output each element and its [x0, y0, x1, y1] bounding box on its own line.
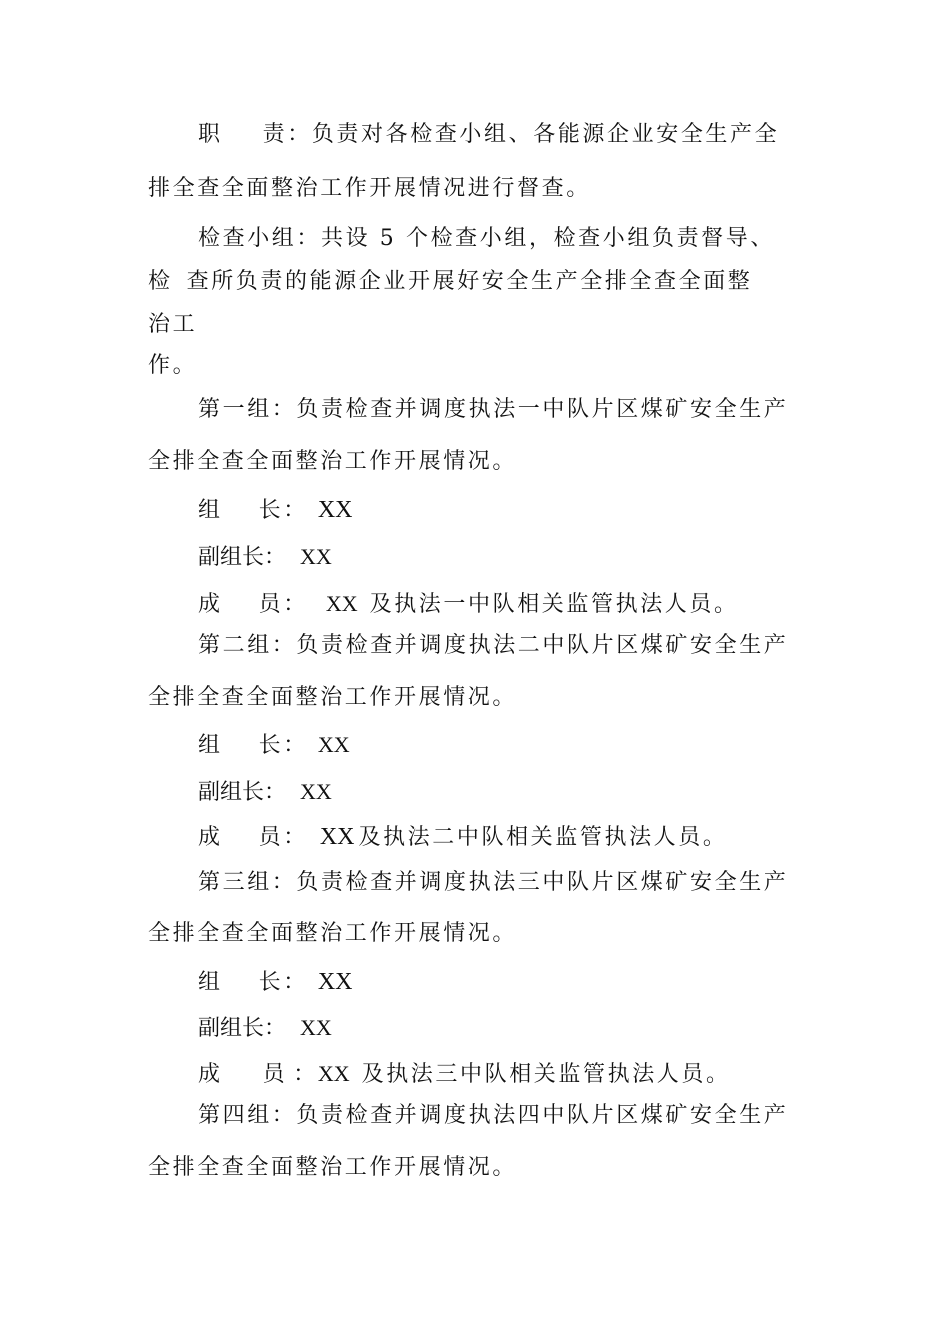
group-1-desc-text-1: 第一组：负责检查并调度执法一中队片区煤矿安全生产	[198, 397, 789, 422]
group-2-member-label-b: 员：	[258, 825, 308, 850]
duty-text-1: 负责对各检查小组、各能源企业安全生产全	[311, 122, 780, 147]
duty-line-2	[148, 175, 591, 203]
group-3-deputy-label: 副组长：	[198, 1016, 287, 1041]
group-3-deputy	[198, 1014, 332, 1043]
group-1-member-label-a: 成	[198, 592, 223, 617]
group-1-members	[198, 590, 739, 619]
teams-text-4: 作。	[148, 353, 198, 378]
group-2-deputy	[198, 778, 332, 807]
group-3-leader	[198, 968, 352, 997]
teams-text-3: 治工	[148, 312, 198, 337]
group-3-leader-value: XX	[317, 969, 353, 995]
group-2-member-rest: 及执法二中队相关监管执法人员。	[358, 825, 728, 850]
group-3-member-label-b: 员	[262, 1062, 288, 1087]
group-3-member-colon: ：	[293, 1062, 318, 1087]
duty-label-a: 职	[198, 122, 223, 147]
teams-line-3	[148, 311, 197, 339]
group-1-desc-1	[198, 396, 788, 424]
group-3-desc-text-1: 第三组：负责检查并调度执法三中队片区煤矿安全生产	[198, 870, 789, 895]
duty-line-1	[198, 121, 779, 149]
teams-line-4	[148, 352, 197, 380]
group-3-members	[198, 1060, 731, 1089]
group-1-member-value: XX	[325, 591, 358, 616]
duty-text-2: 排全查全面整治工作开展情况进行督查。	[148, 176, 591, 201]
group-1-leader-label-a: 组	[198, 498, 223, 523]
group-1-deputy	[198, 543, 332, 572]
group-1-leader-value: XX	[317, 497, 353, 523]
group-1-member-label-b: 员：	[258, 592, 308, 617]
group-2-desc-text-1: 第二组：负责检查并调度执法二中队片区煤矿安全生产	[198, 633, 789, 658]
group-3-deputy-value: XX	[300, 1015, 332, 1040]
group-1-member-rest: 及执法一中队相关监管执法人员。	[369, 592, 739, 617]
group-2-leader-value: XX	[317, 732, 350, 757]
group-4-desc-text-1: 第四组：负责检查并调度执法四中队片区煤矿安全生产	[198, 1103, 789, 1128]
group-3-member-value: XX	[317, 1061, 350, 1086]
group-3-desc-1	[198, 869, 788, 897]
group-1-leader	[198, 496, 352, 525]
group-3-desc-2	[148, 920, 517, 948]
teams-line-2	[148, 268, 752, 296]
group-3-member-rest: 及执法三中队相关监管执法人员。	[361, 1062, 731, 1087]
group-2-desc-2	[148, 684, 517, 712]
group-2-leader-label-a: 组	[198, 733, 223, 758]
group-2-member-value: XX	[319, 824, 355, 850]
group-3-member-label-a: 成	[198, 1062, 223, 1087]
group-3-leader-label-b: 长：	[258, 970, 308, 995]
group-2-member-label-a: 成	[198, 825, 223, 850]
group-2-deputy-label: 副组长：	[198, 780, 287, 805]
teams-text-2a: 检	[148, 269, 173, 294]
group-1-desc-text-2: 全排全查全面整治工作开展情况。	[148, 449, 518, 474]
group-2-leader-label-b: 长：	[258, 733, 308, 758]
group-1-deputy-value: XX	[300, 544, 332, 569]
group-2-members	[198, 823, 728, 852]
teams-text-2b: 查所负责的能源企业开展好安全生产全排全查全面整	[186, 269, 753, 294]
group-2-deputy-value: XX	[300, 779, 332, 804]
group-4-desc-2	[148, 1154, 517, 1182]
group-1-desc-2	[148, 448, 517, 476]
duty-label-b: 责：	[262, 122, 312, 147]
group-2-leader	[198, 731, 350, 760]
teams-text-1: 检查小组：共设 5 个检查小组，检查小组负责督导、	[198, 226, 775, 251]
group-1-leader-label-b: 长：	[258, 498, 308, 523]
group-4-desc-text-2: 全排全查全面整治工作开展情况。	[148, 1155, 518, 1180]
group-2-desc-1	[198, 632, 788, 660]
group-4-desc-1	[198, 1102, 788, 1130]
group-3-desc-text-2: 全排全查全面整治工作开展情况。	[148, 921, 518, 946]
teams-line-1	[198, 225, 775, 253]
group-2-desc-text-2: 全排全查全面整治工作开展情况。	[148, 685, 518, 710]
group-1-deputy-label: 副组长：	[198, 545, 287, 570]
group-3-leader-label-a: 组	[198, 970, 223, 995]
